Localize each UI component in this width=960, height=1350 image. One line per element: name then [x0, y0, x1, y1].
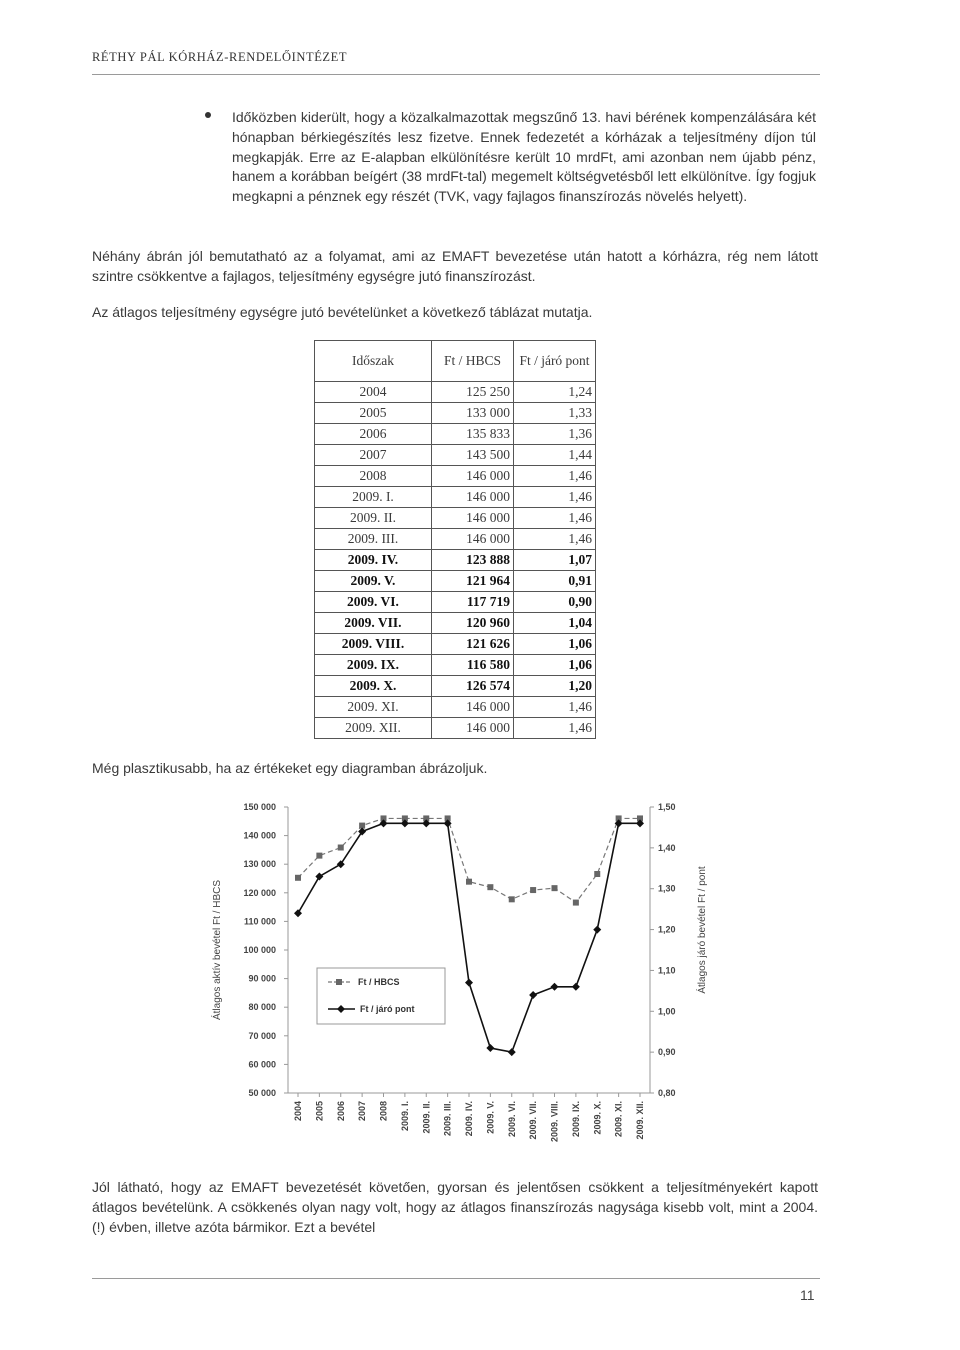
x-tick-label: 2007 — [357, 1101, 368, 1122]
data-point-hbcs — [487, 884, 493, 890]
table-cell-period: 2009. VIII. — [315, 634, 432, 655]
table-cell-hbcs: 120 960 — [432, 613, 514, 634]
data-point-hbcs — [316, 853, 322, 859]
table-row — [315, 634, 596, 655]
table-cell-period: 2009. X. — [315, 676, 432, 697]
table-cell-period: 2009. II. — [315, 508, 432, 529]
data-point-hbcs — [573, 900, 579, 906]
table-cell-hbcs: 146 000 — [432, 508, 514, 529]
data-point-jaro-pont — [465, 979, 473, 987]
data-point-jaro-pont — [593, 926, 601, 934]
data-point-hbcs — [295, 875, 301, 881]
table-cell-point: 1,06 — [514, 634, 596, 655]
table-cell-hbcs: 116 580 — [432, 655, 514, 676]
table-cell-point: 1,46 — [514, 466, 596, 487]
data-point-jaro-pont — [486, 1044, 494, 1052]
y-tick-label-left: 90 000 — [248, 973, 276, 984]
table-cell-period: 2009. VII. — [315, 613, 432, 634]
table-cell-hbcs: 125 250 — [432, 382, 514, 403]
table-cell-point: 1,06 — [514, 655, 596, 676]
x-tick-label: 2009. XI. — [613, 1101, 624, 1138]
table-row — [315, 382, 596, 403]
table-cell-point: 1,36 — [514, 424, 596, 445]
table-cell-hbcs: 146 000 — [432, 529, 514, 550]
data-point-jaro-pont — [572, 983, 580, 991]
revenue-chart — [200, 795, 720, 1170]
table-cell-point: 1,04 — [514, 613, 596, 634]
x-tick-label: 2009. I. — [399, 1101, 410, 1132]
x-tick-label: 2009. VI. — [506, 1101, 517, 1138]
table-cell-hbcs: 117 719 — [432, 592, 514, 613]
y-tick-label-right: 1,50 — [658, 802, 676, 812]
y-tick-label-left: 80 000 — [248, 1002, 276, 1013]
y-tick-label-left: 100 000 — [243, 945, 276, 955]
y-tick-label-left: 50 000 — [248, 1088, 276, 1098]
table-row — [315, 424, 596, 445]
y-tick-label-right: 0,90 — [658, 1047, 676, 1058]
table-cell-point: 1,46 — [514, 508, 596, 529]
x-tick-label: 2009. V. — [485, 1101, 496, 1134]
data-point-jaro-pont — [508, 1048, 516, 1056]
table-row — [315, 487, 596, 508]
table-body — [315, 382, 596, 739]
table-row — [315, 466, 596, 487]
y-axis-title-right: Átlagos járó bevétel Ft / pont — [697, 866, 708, 994]
y-tick-label-right: 1,30 — [658, 883, 676, 894]
table-cell-point: 1,33 — [514, 403, 596, 424]
table-row — [315, 697, 596, 718]
x-tick-label: 2004 — [293, 1101, 303, 1122]
table-header-hbcs: Ft / HBCS — [432, 341, 514, 382]
table-cell-hbcs: 121 964 — [432, 571, 514, 592]
legend-marker-hbcs — [336, 979, 342, 985]
x-tick-label: 2009. X. — [592, 1101, 603, 1135]
table-cell-hbcs: 121 626 — [432, 634, 514, 655]
table-cell-point: 0,91 — [514, 571, 596, 592]
table-cell-point: 1,46 — [514, 487, 596, 508]
table-cell-point: 1,24 — [514, 382, 596, 403]
x-tick-label: 2009. XII. — [635, 1101, 645, 1140]
table-row — [315, 718, 596, 739]
chart-intro-paragraph: Még plasztikusabb, ha az értékeket egy diagramban ábrázoljuk. — [92, 760, 488, 776]
table-cell-period: 2009. III. — [315, 529, 432, 550]
x-tick-label: 2005 — [314, 1101, 325, 1122]
table-header-point: Ft / járó pont — [514, 341, 596, 382]
data-point-hbcs — [552, 885, 558, 891]
y-tick-label-right: 1,00 — [658, 1006, 676, 1017]
table-row — [315, 592, 596, 613]
x-tick-label: 2009. III. — [442, 1101, 453, 1137]
x-tick-label: 2009. VII. — [528, 1101, 539, 1140]
table-cell-hbcs: 146 000 — [432, 697, 514, 718]
y-tick-label-left: 120 000 — [243, 887, 276, 898]
table-cell-hbcs: 126 574 — [432, 676, 514, 697]
table-cell-period: 2007 — [315, 445, 432, 466]
table-row — [315, 676, 596, 697]
y-tick-label-left: 130 000 — [243, 859, 276, 870]
data-point-jaro-pont — [529, 991, 537, 999]
table-cell-hbcs: 133 000 — [432, 403, 514, 424]
bullet-paragraph — [204, 108, 816, 207]
conclusion-paragraph: Jól látható, hogy az EMAFT bevezetését követően, gyorsan és jelentősen csökkent a teljesítményekért kapott átlagos bevételünk. A csökkenés olyan nagy volt, hogy az átlagos finanszírozás nagysága kisebb volt, mint a 2004. (!) évben, illetve azóta bármikor. Ezt a bevétel — [92, 1179, 818, 1235]
table-cell-point: 1,07 — [514, 550, 596, 571]
footer-divider — [92, 1278, 820, 1279]
x-tick-label: 2009. II. — [421, 1101, 432, 1134]
series-line-hbcs — [298, 818, 640, 902]
data-point-hbcs — [594, 871, 600, 877]
legend-label-jaro-pont: Ft / járó pont — [360, 1004, 415, 1014]
legend-label-hbcs: Ft / HBCS — [358, 977, 400, 987]
revenue-table — [314, 340, 596, 739]
data-point-jaro-pont — [337, 860, 345, 868]
y-tick-label-left: 60 000 — [248, 1059, 276, 1070]
y-tick-label-right: 1,20 — [658, 924, 676, 935]
y-tick-label-left: 110 000 — [243, 916, 276, 927]
table-cell-period: 2005 — [315, 403, 432, 424]
page-number: 11 — [800, 1287, 815, 1303]
header-divider — [92, 74, 820, 75]
x-tick-label: 2006 — [335, 1101, 346, 1122]
table-cell-point: 1,46 — [514, 718, 596, 739]
table-cell-period: 2009. IV. — [315, 550, 432, 571]
table-header-period: Időszak — [315, 341, 432, 382]
table-cell-hbcs: 146 000 — [432, 718, 514, 739]
bullet-text: Időközben kiderült, hogy a közalkalmazottak megszűnő 13. havi bérének kompenzálására két hónapban bérkiegészítés lesz fizetve. Ennek fedezetét a kórházak a teljesítmény díjon túl megkapják. Erre az E-alapban elkülönítésre került 10 mrdFt, ami azonban nem újabb pénz, hanem a korábban beígért (38 mrdFt-tal) megemelt költségvetésből lett elkülönítve. Így fogjuk megkapni a pénznek egy részét (TVK, vagy fajlagos finanszírozás növelés helyett). — [232, 109, 816, 205]
table-cell-point: 1,20 — [514, 676, 596, 697]
data-point-hbcs — [338, 845, 344, 851]
document-header: RÉTHY PÁL KÓRHÁZ-RENDELŐINTÉZET — [92, 50, 348, 64]
x-tick-label: 2009. VIII. — [549, 1101, 560, 1143]
table-cell-hbcs: 146 000 — [432, 487, 514, 508]
table-row — [315, 508, 596, 529]
y-tick-label-left: 140 000 — [243, 830, 276, 841]
data-point-jaro-pont — [294, 909, 302, 917]
data-point-hbcs — [530, 887, 536, 893]
data-point-jaro-pont — [551, 983, 559, 991]
x-tick-label: 2009. IV. — [464, 1101, 474, 1137]
data-point-jaro-pont — [315, 872, 323, 880]
y-tick-label-left: 70 000 — [248, 1030, 276, 1041]
intro-paragraph: Néhány ábrán jól bemutatható az a folyamat, ami az EMAFT bevezetése után hatott a kórházra, rég nem látott szintre csökkentve a fajlagos, teljesítmény egységre jutó finanszírozást. — [92, 248, 818, 284]
table-row — [315, 613, 596, 634]
table-row — [315, 550, 596, 571]
table-header-row — [315, 341, 596, 382]
table-cell-period: 2009. I. — [315, 487, 432, 508]
x-tick-label: 2008 — [378, 1101, 389, 1122]
y-tick-label-left: 150 000 — [243, 802, 276, 812]
table-cell-period: 2006 — [315, 424, 432, 445]
table-cell-period: 2008 — [315, 466, 432, 487]
table-row — [315, 403, 596, 424]
data-point-hbcs — [466, 879, 472, 885]
y-tick-label-right: 0,80 — [658, 1088, 676, 1098]
table-row — [315, 445, 596, 466]
table-cell-point: 1,46 — [514, 697, 596, 718]
table-cell-point: 1,46 — [514, 529, 596, 550]
data-point-hbcs — [509, 896, 515, 902]
table-cell-hbcs: 135 833 — [432, 424, 514, 445]
table-row — [315, 529, 596, 550]
table-cell-period: 2009. V. — [315, 571, 432, 592]
table-cell-period: 2004 — [315, 382, 432, 403]
table-cell-period: 2009. XII. — [315, 718, 432, 739]
table-cell-period: 2009. IX. — [315, 655, 432, 676]
table-cell-hbcs: 146 000 — [432, 466, 514, 487]
table-cell-hbcs: 123 888 — [432, 550, 514, 571]
table-cell-hbcs: 143 500 — [432, 445, 514, 466]
table-cell-point: 1,44 — [514, 445, 596, 466]
y-tick-label-right: 1,40 — [658, 842, 676, 853]
table-row — [315, 655, 596, 676]
y-tick-label-right: 1,10 — [658, 965, 676, 976]
y-axis-title-left: Átlagos aktív bevétel Ft / HBCS — [212, 879, 223, 1021]
table-cell-point: 0,90 — [514, 592, 596, 613]
x-tick-label: 2009. IX. — [570, 1101, 581, 1138]
table-cell-period: 2009. XI. — [315, 697, 432, 718]
table-cell-period: 2009. VI. — [315, 592, 432, 613]
table-row — [315, 571, 596, 592]
table-intro-paragraph: Az átlagos teljesítmény egységre jutó bevételünket a következő táblázat mutatja. — [92, 304, 593, 320]
